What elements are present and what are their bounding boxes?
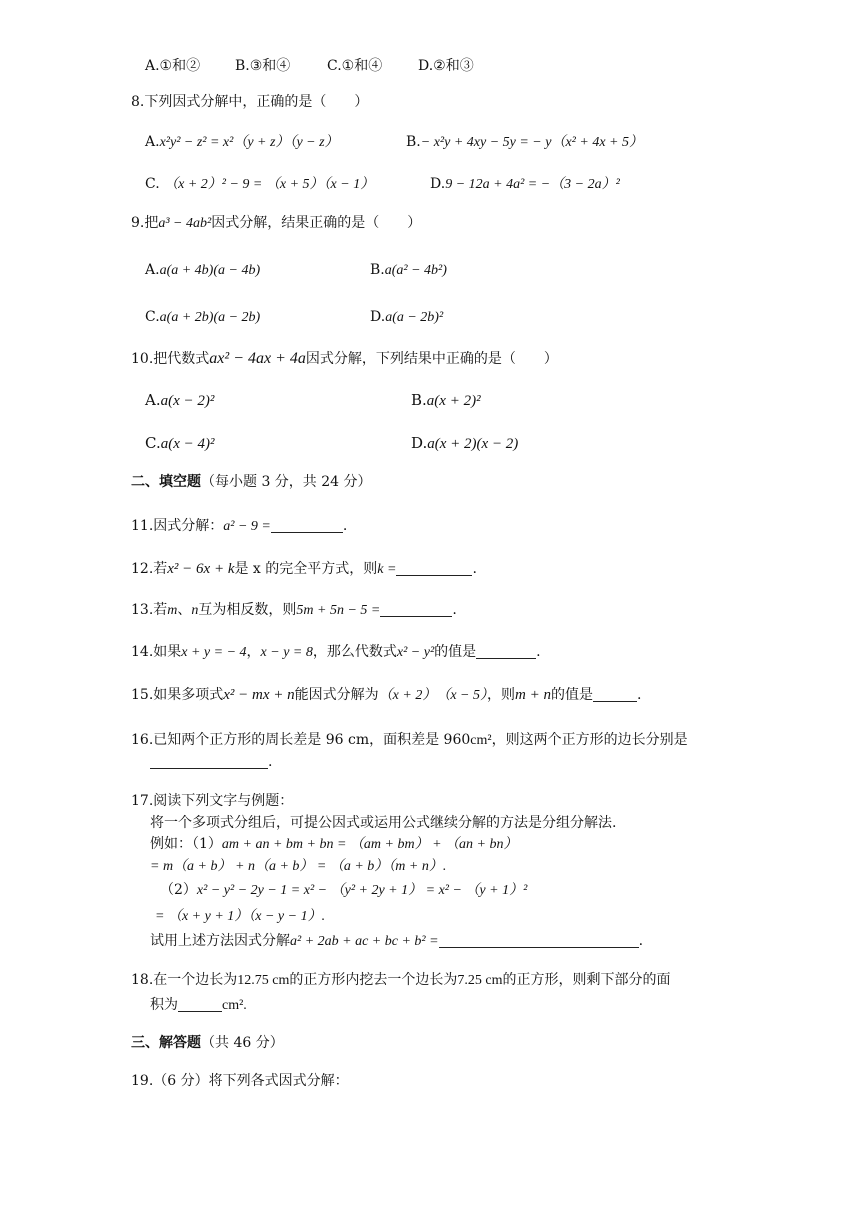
q11-answer-blank[interactable]	[271, 517, 343, 533]
q9-stem-pre: 9.把	[131, 215, 159, 231]
q17-line7-pre: 试用上述方法因式分解	[150, 933, 290, 949]
q8-stem: 8.下列因式分解中，正确的是（ ）	[131, 94, 369, 110]
q16-line1	[131, 730, 688, 751]
q12	[131, 559, 477, 580]
q13-mid: 互为相反数，则	[198, 602, 297, 618]
q13-m: m	[167, 603, 178, 618]
q17-line3-pre: 例如：（1）	[150, 836, 222, 852]
q10-option-a	[145, 390, 214, 411]
q16-line2	[150, 752, 272, 772]
q18-v2: 7.25 cm	[457, 973, 503, 988]
q17-line4-expr: = m（a + b） + n（a + b） = （a + b）（m + n）.	[150, 859, 447, 874]
q15-post2: 的值是	[550, 687, 593, 703]
q8-option-a-label: A.	[145, 134, 160, 150]
q14-post: 的值是	[434, 644, 477, 660]
q18-post: 的正方形，则剩下部分的面	[502, 972, 671, 988]
q17-line7-expr: a² + 2ab + ac + bc + b² =	[290, 934, 439, 949]
q12-k: k =	[377, 562, 397, 577]
q18-answer-blank[interactable]	[178, 996, 222, 1012]
q10-option-d-label: D.	[411, 434, 428, 452]
q15-answer-blank[interactable]	[593, 686, 637, 702]
section2-note: （每小题 3 分，共 24 分）	[201, 474, 372, 490]
q13-n: n	[191, 603, 199, 618]
q17-line1: 17.阅读下列文字与例题：	[131, 793, 294, 809]
q13-end: .	[452, 602, 457, 618]
q8-option-d-expr: 9 − 12a + 4a² = −（3 − 2a）²	[445, 177, 620, 192]
q18-line1	[131, 970, 670, 991]
q16-unit: cm²	[470, 733, 492, 748]
q7-option-c: C.①和④	[327, 58, 383, 74]
q15-post: ，则	[486, 687, 515, 703]
q9-option-c-label: C.	[145, 309, 160, 325]
q9-option-d	[370, 307, 443, 328]
q9-stem-expr: a³ − 4ab²	[158, 216, 212, 231]
q9-option-d-label: D.	[370, 309, 386, 325]
q10-option-c-label: C.	[145, 434, 161, 452]
q17-line3	[150, 834, 518, 855]
q17-line6-expr: = （x + y + 1）（x − y − 1）.	[155, 909, 326, 924]
q14-pre: 14.如果	[131, 644, 182, 660]
q12-expr: x² − 6x + k	[167, 561, 235, 577]
q13	[131, 600, 457, 621]
q17-line4	[150, 856, 446, 877]
q10-option-a-label: A.	[145, 391, 161, 409]
q9-stem-post: 因式分解，结果正确的是（ ）	[211, 215, 422, 231]
q8-option-a-expr: x²y² − z² = x²（y + z）（y − z）	[159, 135, 339, 150]
q10-option-d	[411, 433, 518, 454]
q10-stem	[131, 349, 558, 369]
q18-mid: 的正方形内挖去一个边长为	[289, 972, 458, 988]
q15-pre: 15.如果多项式	[131, 687, 224, 703]
section3-note: （共 46 分）	[201, 1035, 284, 1051]
q18-pre: 18.在一个边长为	[131, 972, 238, 988]
q9-stem	[131, 213, 421, 234]
q14	[131, 642, 541, 663]
q10-option-c-expr: a(x − 4)²	[160, 436, 215, 452]
q18-v1: 12.75 cm	[237, 973, 290, 988]
q10-stem-expr: ax² − 4ax + 4a	[209, 350, 306, 367]
q14-expr2: x − y = 8	[260, 645, 313, 660]
q17-line5	[160, 880, 527, 901]
section3-title: 三、解答题	[131, 1035, 201, 1051]
q12-mid: 是 x 的完全平方式，则	[234, 561, 378, 577]
q15-expr1: x² − mx + n	[223, 687, 295, 703]
q15-end: .	[636, 687, 642, 703]
q13-pre: 13.若	[131, 602, 168, 618]
q16-line1-end: ，则这两个正方形的边长分别是	[491, 732, 688, 748]
q17-line3-expr: am + an + bm + bn = （am + bm） + （an + bn）	[221, 837, 518, 852]
q9-option-b-label: B.	[370, 262, 385, 278]
q10-stem-post: 因式分解，下列结果中正确的是（ ）	[305, 351, 558, 367]
q7-option-d: D.②和③	[418, 58, 474, 74]
q15-mid: 能因式分解为	[294, 687, 379, 703]
q14-expr1: x + y = − 4	[181, 645, 247, 660]
q17-line2: 将一个多项式分组后，可提公因式或运用公式继续分解的方法是分组分解法.	[150, 815, 617, 831]
q11-pre: 11.因式分解：	[131, 518, 224, 534]
section2-heading	[131, 472, 372, 492]
q10-option-d-expr: a(x + 2)(x − 2)	[427, 436, 519, 452]
q8-option-a	[145, 132, 339, 153]
q13-expr: 5m + 5n − 5 =	[296, 603, 381, 618]
q9-option-c-expr: a(a + 2b)(a − 2b)	[159, 310, 261, 325]
q12-end: .	[472, 561, 477, 577]
q8-option-c-expr: （x + 2）² − 9 = （x + 5）（x − 1）	[164, 177, 375, 192]
q7-option-a: A.①和②	[145, 58, 201, 74]
q9-option-a	[145, 260, 260, 281]
q8-option-b	[406, 132, 643, 153]
q15-expr2: （x + 2） （x − 5）	[378, 688, 487, 703]
q9-option-b	[370, 260, 447, 281]
q13-answer-blank[interactable]	[380, 601, 452, 617]
q17-line7	[150, 931, 643, 952]
q9-option-b-expr: a(a² − 4b²)	[384, 263, 447, 278]
q17-answer-blank[interactable]	[439, 932, 639, 948]
q15	[131, 685, 641, 706]
q8-option-b-expr: − x²y + 4xy − 5y = − y（x² + 4x + 5）	[420, 135, 643, 150]
q14-answer-blank[interactable]	[476, 643, 536, 659]
q10-option-b-expr: a(x + 2)²	[426, 393, 481, 409]
q19-stem: 19.（6 分）将下列各式因式分解：	[131, 1073, 349, 1089]
q8-option-c	[145, 174, 374, 195]
q12-answer-blank[interactable]	[396, 560, 472, 576]
q15-expr3: m + n	[514, 687, 551, 703]
q11-expr: a² − 9 =	[223, 519, 271, 534]
q16-answer-blank[interactable]	[150, 753, 268, 769]
q14-end: .	[536, 644, 541, 660]
q14-expr3: x² − y²	[396, 645, 435, 660]
q9-option-a-label: A.	[145, 262, 160, 278]
q14-sep: ，	[246, 644, 261, 660]
q9-option-a-expr: a(a + 4b)(a − 4b)	[159, 263, 261, 278]
q8-option-c-label: C.	[145, 176, 160, 192]
q10-option-b	[411, 390, 481, 411]
q10-option-a-expr: a(x − 2)²	[160, 393, 215, 409]
q16-text: 16.已知两个正方形的周长差是 96 cm，面积差是 960	[131, 732, 471, 748]
q17-line5-pre: （2）	[160, 882, 197, 898]
q14-mid: ，那么代数式	[312, 644, 397, 660]
q18-line2	[150, 995, 247, 1016]
q8-option-d	[430, 174, 620, 195]
q11-end: .	[342, 518, 348, 534]
q17-end: .	[638, 933, 644, 949]
q9-option-c	[145, 307, 260, 328]
q10-option-b-label: B.	[411, 391, 427, 409]
q17-line6	[155, 906, 325, 927]
q12-pre: 12.若	[131, 561, 168, 577]
q10-stem-pre: 10.把代数式	[131, 351, 210, 367]
section2-title: 二、填空题	[131, 474, 201, 490]
q10-option-c	[145, 433, 215, 454]
q16-end: .	[268, 754, 273, 770]
q11	[131, 516, 347, 537]
q18-line2-pre: 积为	[150, 997, 178, 1013]
q13-sep: 、	[177, 602, 192, 618]
q7-option-b: B.③和④	[235, 58, 291, 74]
q9-option-d-expr: a(a − 2b)²	[385, 310, 444, 325]
q17-line5-expr: x² − y² − 2y − 1 = x² − （y² + 2y + 1） = x² − （y + 1）²	[196, 883, 528, 898]
section3-heading	[131, 1033, 284, 1053]
q18-unit: cm².	[222, 998, 247, 1013]
q8-option-d-label: D.	[430, 176, 446, 192]
q8-option-b-label: B.	[406, 134, 421, 150]
